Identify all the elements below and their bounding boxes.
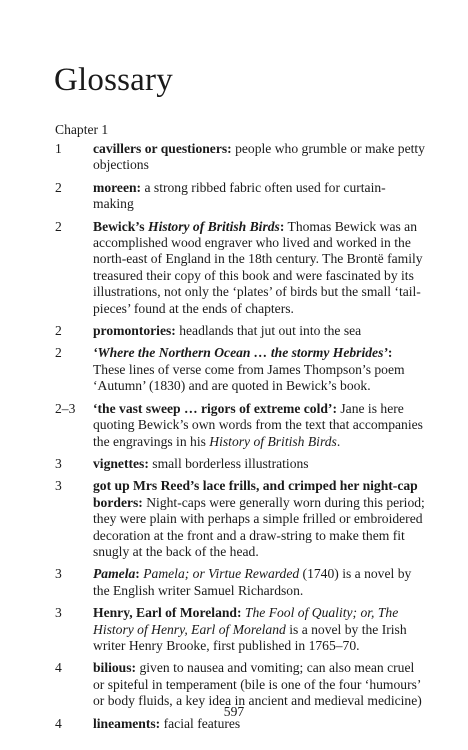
- glossary-term: History of British Birds: [148, 218, 280, 234]
- glossary-definition: [93, 180, 425, 213]
- glossary-term: moreen:: [93, 179, 142, 195]
- glossary-term: Henry, Earl of Moreland:: [93, 605, 242, 621]
- glossary-definition: [93, 660, 425, 709]
- glossary-definition: [93, 323, 425, 339]
- glossary-term: :: [135, 566, 140, 582]
- page-reference: 3: [55, 455, 62, 471]
- definition-text: given to nausea and vomiting; can also mean cruel or spiteful in temperament (bile is one of the four ‘humours’ or body fluids, a key idea in ancient and medieval medicine): [93, 660, 422, 709]
- italic-title: Pamela; or Virtue Rewarded: [143, 566, 300, 582]
- page-reference: 4: [55, 715, 62, 731]
- glossary-list: [55, 141, 425, 738]
- page-reference: 3: [55, 605, 62, 621]
- glossary-definition: [93, 141, 425, 174]
- glossary-entry: [55, 478, 425, 560]
- definition-text: small borderless illustrations: [148, 455, 309, 471]
- page-reference: 4: [55, 660, 62, 676]
- glossary-definition: [93, 478, 425, 560]
- page-title: Glossary: [54, 62, 173, 98]
- glossary-term: lineaments:: [93, 715, 161, 731]
- glossary-term: :: [279, 218, 285, 234]
- glossary-term: bilious:: [93, 660, 137, 676]
- glossary-definition: [93, 219, 425, 317]
- glossary-term: vignettes:: [93, 455, 149, 471]
- definition-text: .: [336, 433, 341, 449]
- glossary-entry: [55, 345, 425, 394]
- italic-title: The Fool of Quality; or, The History of Henry, Earl of Moreland: [93, 605, 399, 637]
- definition-text: headlands that jut out into the sea: [175, 323, 362, 339]
- glossary-term: got up Mrs Reed’s lace frills, and crimped her night-cap borders:: [93, 478, 418, 510]
- page-reference: 1: [55, 141, 62, 156]
- chapter-heading: Chapter 1: [55, 122, 109, 137]
- glossary-term: ‘Where the Northern Ocean … the stormy Hebrides’: [93, 345, 388, 361]
- page-reference: 2: [55, 218, 62, 234]
- glossary-term: Pamela: [93, 566, 136, 582]
- glossary-term: cavillers or questioners:: [93, 141, 232, 156]
- page-reference: 3: [55, 566, 62, 582]
- glossary-entry: [55, 180, 425, 213]
- definition-text: (1740) is a novel by the English writer Samuel Richardson.: [93, 566, 412, 598]
- glossary-definition: [93, 401, 425, 450]
- italic-title: History of British Birds: [209, 433, 337, 449]
- page-reference: 2–3: [55, 400, 76, 416]
- glossary-entry: [55, 566, 425, 599]
- page-reference: 2: [55, 179, 62, 195]
- glossary-term: Bewick’s: [93, 218, 148, 234]
- glossary-definition: [93, 566, 425, 599]
- definition-text: people who grumble or make petty objections: [93, 141, 425, 173]
- definition-text: Night-caps were generally worn during this period; they were plain with perhaps a simple frilled or embroidered decoration at the front and a draw-string to make them fit snugly at the back of the head.: [93, 494, 425, 559]
- glossary-term: ‘the vast sweep … rigors of extreme cold’:: [93, 400, 337, 416]
- definition-text: Thomas Bewick was an accomplished wood engraver who lived and worked in the north-east of England in the 18th century. The Brontë family treasured their copy of this book and were fascinated by its illustrations, not only the ‘plates’ of birds but the small ‘tail-pieces’ found at the ends of chapters.: [93, 218, 423, 316]
- definition-text: These lines of verse come from James Thompson’s poem ‘Autumn’ (1830) and are quoted in Bewick’s book.: [93, 361, 405, 394]
- page-reference: 2: [55, 323, 62, 339]
- page-reference: 3: [55, 478, 62, 494]
- glossary-entry: [55, 219, 425, 317]
- definition-text: Jane is here quoting Bewick’s own words from the text that accompanies the engravings in his: [93, 400, 423, 449]
- glossary-term: promontories:: [93, 323, 176, 339]
- glossary-entry: [55, 660, 425, 709]
- glossary-definition: [93, 605, 425, 654]
- glossary-entry: [55, 605, 425, 654]
- glossary-term: :: [387, 345, 393, 361]
- definition-text: a strong ribbed fabric often used for curtain-making: [93, 179, 386, 212]
- glossary-entry: [55, 401, 425, 450]
- glossary-entry: [55, 323, 425, 339]
- glossary-definition: [93, 345, 425, 394]
- glossary-entry: [55, 141, 425, 174]
- page-reference: 2: [55, 345, 62, 361]
- definition-text: is a novel by the Irish writer Henry Brooke, first published in 1765–70.: [93, 621, 407, 653]
- glossary-entry: [55, 456, 425, 472]
- glossary-definition: [93, 456, 425, 472]
- definition-text: facial features: [160, 715, 241, 731]
- page-number: 597: [223, 704, 245, 719]
